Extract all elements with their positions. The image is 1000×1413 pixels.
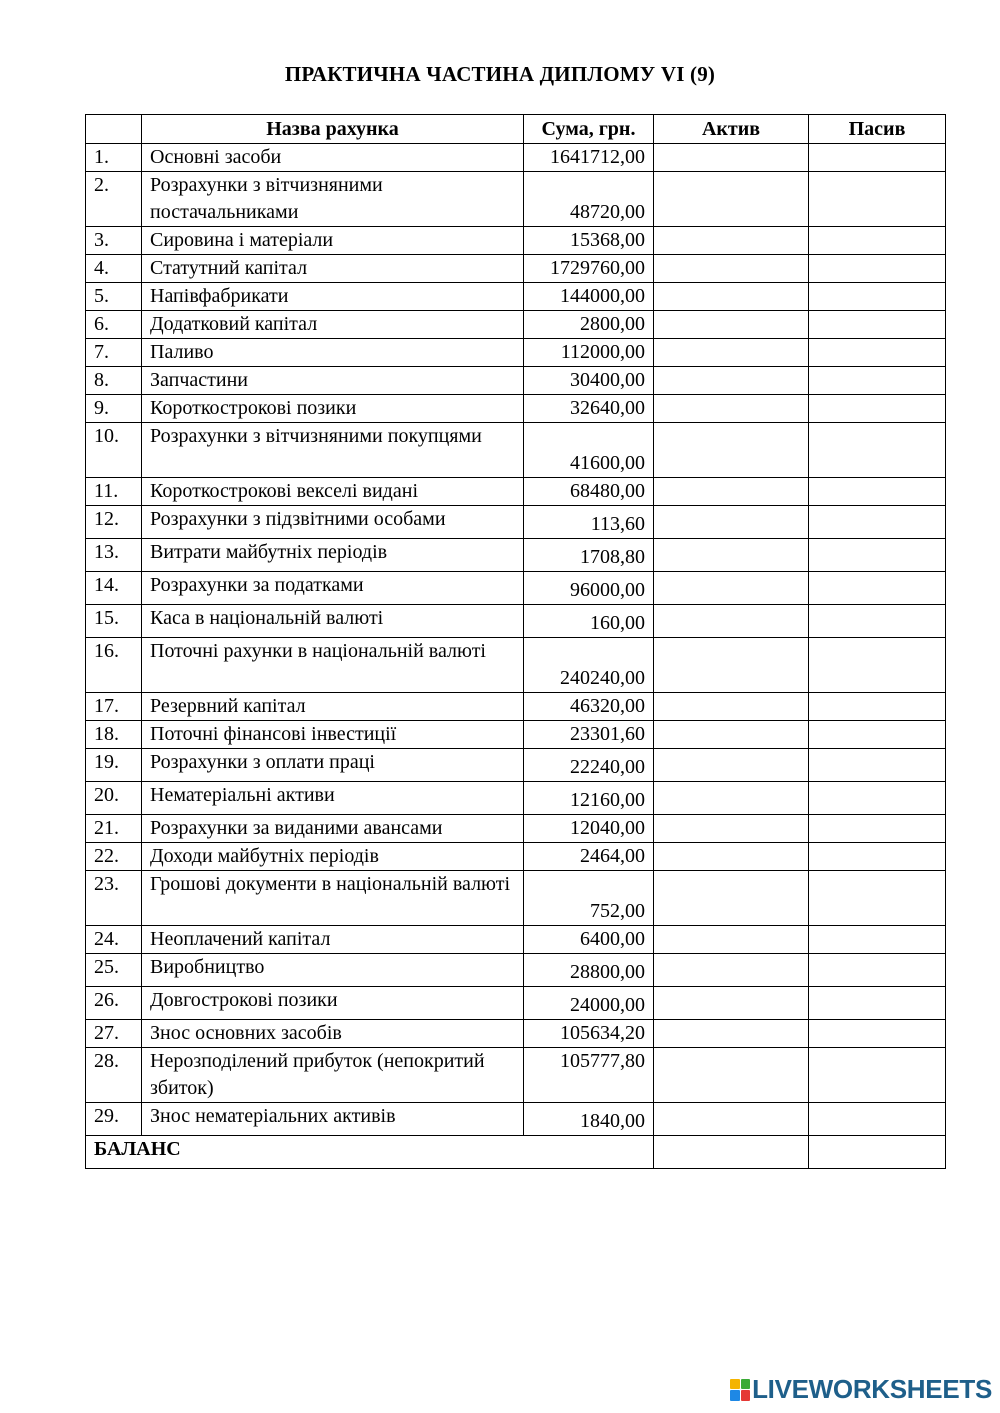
table-row xyxy=(86,227,946,255)
row-number: 2. xyxy=(86,172,142,227)
passive-input-cell[interactable] xyxy=(809,395,946,423)
accounts-table xyxy=(85,114,946,1169)
liveworksheets-footer xyxy=(730,1374,992,1405)
passive-input-cell[interactable] xyxy=(809,954,946,987)
table-row xyxy=(86,144,946,172)
account-name: Поточні рахунки в національній валюті xyxy=(142,638,524,693)
table-header-row xyxy=(86,115,946,144)
active-input-cell[interactable] xyxy=(654,339,809,367)
account-name: Витрати майбутніх періодів xyxy=(142,539,524,572)
header-active: Актив xyxy=(654,115,809,144)
row-number: 23. xyxy=(86,871,142,926)
account-name: Основні засоби xyxy=(142,144,524,172)
passive-input-cell[interactable] xyxy=(809,926,946,954)
balance-label: БАЛАНС xyxy=(86,1136,654,1169)
table-row xyxy=(86,815,946,843)
brand-name: LIVEWORKSHEETS xyxy=(752,1374,992,1404)
table-row xyxy=(86,423,946,478)
row-number: 16. xyxy=(86,638,142,693)
passive-input-cell[interactable] xyxy=(809,749,946,782)
active-input-cell[interactable] xyxy=(654,843,809,871)
passive-input-cell[interactable] xyxy=(809,572,946,605)
account-name: Довгострокові позики xyxy=(142,987,524,1020)
row-number: 5. xyxy=(86,283,142,311)
logo-square-green xyxy=(741,1379,751,1390)
logo-square-red xyxy=(741,1390,751,1401)
account-name: Нематеріальні активи xyxy=(142,782,524,815)
passive-input-cell[interactable] xyxy=(809,605,946,638)
table-row xyxy=(86,987,946,1020)
amount-cell: 41600,00 xyxy=(524,423,654,478)
row-number: 11. xyxy=(86,478,142,506)
row-number: 25. xyxy=(86,954,142,987)
row-number: 20. xyxy=(86,782,142,815)
account-name: Доходи майбутніх періодів xyxy=(142,843,524,871)
account-name: Додатковий капітал xyxy=(142,311,524,339)
active-input-cell[interactable] xyxy=(654,506,809,539)
passive-input-cell[interactable] xyxy=(809,1048,946,1103)
active-input-cell[interactable] xyxy=(654,395,809,423)
row-number: 15. xyxy=(86,605,142,638)
table-row xyxy=(86,283,946,311)
amount-cell: 1840,00 xyxy=(524,1103,654,1136)
table-row xyxy=(86,1103,946,1136)
account-name: Знос основних засобів xyxy=(142,1020,524,1048)
table-row xyxy=(86,1048,946,1103)
active-input-cell[interactable] xyxy=(654,144,809,172)
account-name: Розрахунки з вітчизняними покупцями xyxy=(142,423,524,478)
amount-cell: 46320,00 xyxy=(524,693,654,721)
account-name: Поточні фінансові інвестиції xyxy=(142,721,524,749)
active-input-cell[interactable] xyxy=(654,721,809,749)
account-name: Нерозподілений прибуток (непокритий збиток) xyxy=(142,1048,524,1103)
amount-cell: 160,00 xyxy=(524,605,654,638)
account-name: Знос нематеріальних активів xyxy=(142,1103,524,1136)
row-number: 18. xyxy=(86,721,142,749)
passive-input-cell[interactable] xyxy=(809,843,946,871)
passive-input-cell[interactable] xyxy=(809,144,946,172)
passive-input-cell[interactable] xyxy=(809,815,946,843)
balance-row xyxy=(86,1136,946,1169)
table-row xyxy=(86,395,946,423)
amount-cell: 2464,00 xyxy=(524,843,654,871)
amount-cell: 1641712,00 xyxy=(524,144,654,172)
row-number: 10. xyxy=(86,423,142,478)
passive-input-cell[interactable] xyxy=(809,283,946,311)
account-name: Напівфабрикати xyxy=(142,283,524,311)
active-input-cell[interactable] xyxy=(654,693,809,721)
active-input-cell[interactable] xyxy=(654,1048,809,1103)
row-number: 27. xyxy=(86,1020,142,1048)
active-input-cell[interactable] xyxy=(654,572,809,605)
account-name: Запчастини xyxy=(142,367,524,395)
table-row xyxy=(86,954,946,987)
active-input-cell[interactable] xyxy=(654,605,809,638)
row-number: 17. xyxy=(86,693,142,721)
passive-input-cell[interactable] xyxy=(809,871,946,926)
amount-cell: 48720,00 xyxy=(524,172,654,227)
amount-cell: 144000,00 xyxy=(524,283,654,311)
table-row xyxy=(86,605,946,638)
account-name: Короткострокові векселі видані xyxy=(142,478,524,506)
header-num xyxy=(86,115,142,144)
passive-input-cell[interactable] xyxy=(809,311,946,339)
table-row xyxy=(86,721,946,749)
account-name: Резервний капітал xyxy=(142,693,524,721)
active-input-cell[interactable] xyxy=(654,815,809,843)
logo-square-yellow xyxy=(730,1379,740,1390)
passive-input-cell[interactable] xyxy=(809,423,946,478)
table-row xyxy=(86,1020,946,1048)
row-number: 8. xyxy=(86,367,142,395)
table-row xyxy=(86,255,946,283)
active-input-cell[interactable] xyxy=(654,782,809,815)
amount-cell: 22240,00 xyxy=(524,749,654,782)
account-name: Паливо xyxy=(142,339,524,367)
row-number: 3. xyxy=(86,227,142,255)
passive-input-cell[interactable] xyxy=(809,227,946,255)
account-name: Розрахунки за виданими авансами xyxy=(142,815,524,843)
active-input-cell[interactable] xyxy=(654,227,809,255)
amount-cell: 105634,20 xyxy=(524,1020,654,1048)
page-title: ПРАКТИЧНА ЧАСТИНА ДИПЛОМУ VI (9) xyxy=(284,62,716,86)
active-input-cell[interactable] xyxy=(654,423,809,478)
table-row xyxy=(86,843,946,871)
account-name: Розрахунки за податками xyxy=(142,572,524,605)
passive-input-cell[interactable] xyxy=(809,478,946,506)
amount-cell: 1729760,00 xyxy=(524,255,654,283)
passive-input-cell[interactable] xyxy=(809,721,946,749)
account-name: Статутний капітал xyxy=(142,255,524,283)
row-number: 9. xyxy=(86,395,142,423)
balance-passive-input-cell[interactable] xyxy=(809,1136,946,1169)
amount-cell: 24000,00 xyxy=(524,987,654,1020)
row-number: 7. xyxy=(86,339,142,367)
table-row xyxy=(86,572,946,605)
amount-cell: 12160,00 xyxy=(524,782,654,815)
row-number: 14. xyxy=(86,572,142,605)
passive-input-cell[interactable] xyxy=(809,1103,946,1136)
table-row xyxy=(86,749,946,782)
account-name: Розрахунки з вітчизняними постачальниками xyxy=(142,172,524,227)
active-input-cell[interactable] xyxy=(654,871,809,926)
active-input-cell[interactable] xyxy=(654,478,809,506)
account-name: Неоплачений капітал xyxy=(142,926,524,954)
amount-cell: 240240,00 xyxy=(524,638,654,693)
amount-cell: 32640,00 xyxy=(524,395,654,423)
active-input-cell[interactable] xyxy=(654,749,809,782)
active-input-cell[interactable] xyxy=(654,1020,809,1048)
liveworksheets-logo-icon xyxy=(730,1379,750,1401)
row-number: 4. xyxy=(86,255,142,283)
account-name: Каса в національній валюті xyxy=(142,605,524,638)
amount-cell: 28800,00 xyxy=(524,954,654,987)
account-name: Розрахунки з оплати праці xyxy=(142,749,524,782)
active-input-cell[interactable] xyxy=(654,1103,809,1136)
table-row xyxy=(86,926,946,954)
passive-input-cell[interactable] xyxy=(809,1020,946,1048)
active-input-cell[interactable] xyxy=(654,987,809,1020)
account-name: Виробництво xyxy=(142,954,524,987)
row-number: 19. xyxy=(86,749,142,782)
header-passive: Пасив xyxy=(809,115,946,144)
amount-cell: 96000,00 xyxy=(524,572,654,605)
amount-cell: 752,00 xyxy=(524,871,654,926)
table-row xyxy=(86,172,946,227)
row-number: 29. xyxy=(86,1103,142,1136)
account-name: Короткострокові позики xyxy=(142,395,524,423)
table-row xyxy=(86,367,946,395)
passive-input-cell[interactable] xyxy=(809,339,946,367)
passive-input-cell[interactable] xyxy=(809,987,946,1020)
amount-cell: 23301,60 xyxy=(524,721,654,749)
table-row xyxy=(86,339,946,367)
amount-cell: 113,60 xyxy=(524,506,654,539)
passive-input-cell[interactable] xyxy=(809,693,946,721)
active-input-cell[interactable] xyxy=(654,172,809,227)
active-input-cell[interactable] xyxy=(654,954,809,987)
account-name: Сировина і матеріали xyxy=(142,227,524,255)
row-number: 26. xyxy=(86,987,142,1020)
row-number: 21. xyxy=(86,815,142,843)
table-row xyxy=(86,782,946,815)
account-name: Розрахунки з підзвітними особами xyxy=(142,506,524,539)
active-input-cell[interactable] xyxy=(654,283,809,311)
header-amount: Сума, грн. xyxy=(524,115,654,144)
table-row xyxy=(86,871,946,926)
table-row xyxy=(86,506,946,539)
passive-input-cell[interactable] xyxy=(809,638,946,693)
amount-cell: 112000,00 xyxy=(524,339,654,367)
amount-cell: 2800,00 xyxy=(524,311,654,339)
passive-input-cell[interactable] xyxy=(809,255,946,283)
row-number: 12. xyxy=(86,506,142,539)
passive-input-cell[interactable] xyxy=(809,782,946,815)
amount-cell: 105777,80 xyxy=(524,1048,654,1103)
passive-input-cell[interactable] xyxy=(809,172,946,227)
passive-input-cell[interactable] xyxy=(809,367,946,395)
active-input-cell[interactable] xyxy=(654,926,809,954)
header-account-name: Назва рахунка xyxy=(142,115,524,144)
active-input-cell[interactable] xyxy=(654,638,809,693)
active-input-cell[interactable] xyxy=(654,255,809,283)
row-number: 22. xyxy=(86,843,142,871)
table-row xyxy=(86,693,946,721)
amount-cell: 30400,00 xyxy=(524,367,654,395)
table-row xyxy=(86,311,946,339)
row-number: 13. xyxy=(86,539,142,572)
row-number: 6. xyxy=(86,311,142,339)
table-row xyxy=(86,539,946,572)
amount-cell: 12040,00 xyxy=(524,815,654,843)
row-number: 24. xyxy=(86,926,142,954)
row-number: 28. xyxy=(86,1048,142,1103)
balance-active-input-cell[interactable] xyxy=(654,1136,809,1169)
amount-cell: 1708,80 xyxy=(524,539,654,572)
amount-cell: 68480,00 xyxy=(524,478,654,506)
logo-square-blue xyxy=(730,1390,740,1401)
passive-input-cell[interactable] xyxy=(809,539,946,572)
row-number: 1. xyxy=(86,144,142,172)
table-row xyxy=(86,638,946,693)
account-name: Грошові документи в національній валюті xyxy=(142,871,524,926)
active-input-cell[interactable] xyxy=(654,311,809,339)
active-input-cell[interactable] xyxy=(654,367,809,395)
amount-cell: 6400,00 xyxy=(524,926,654,954)
active-input-cell[interactable] xyxy=(654,539,809,572)
passive-input-cell[interactable] xyxy=(809,506,946,539)
amount-cell: 15368,00 xyxy=(524,227,654,255)
table-row xyxy=(86,478,946,506)
